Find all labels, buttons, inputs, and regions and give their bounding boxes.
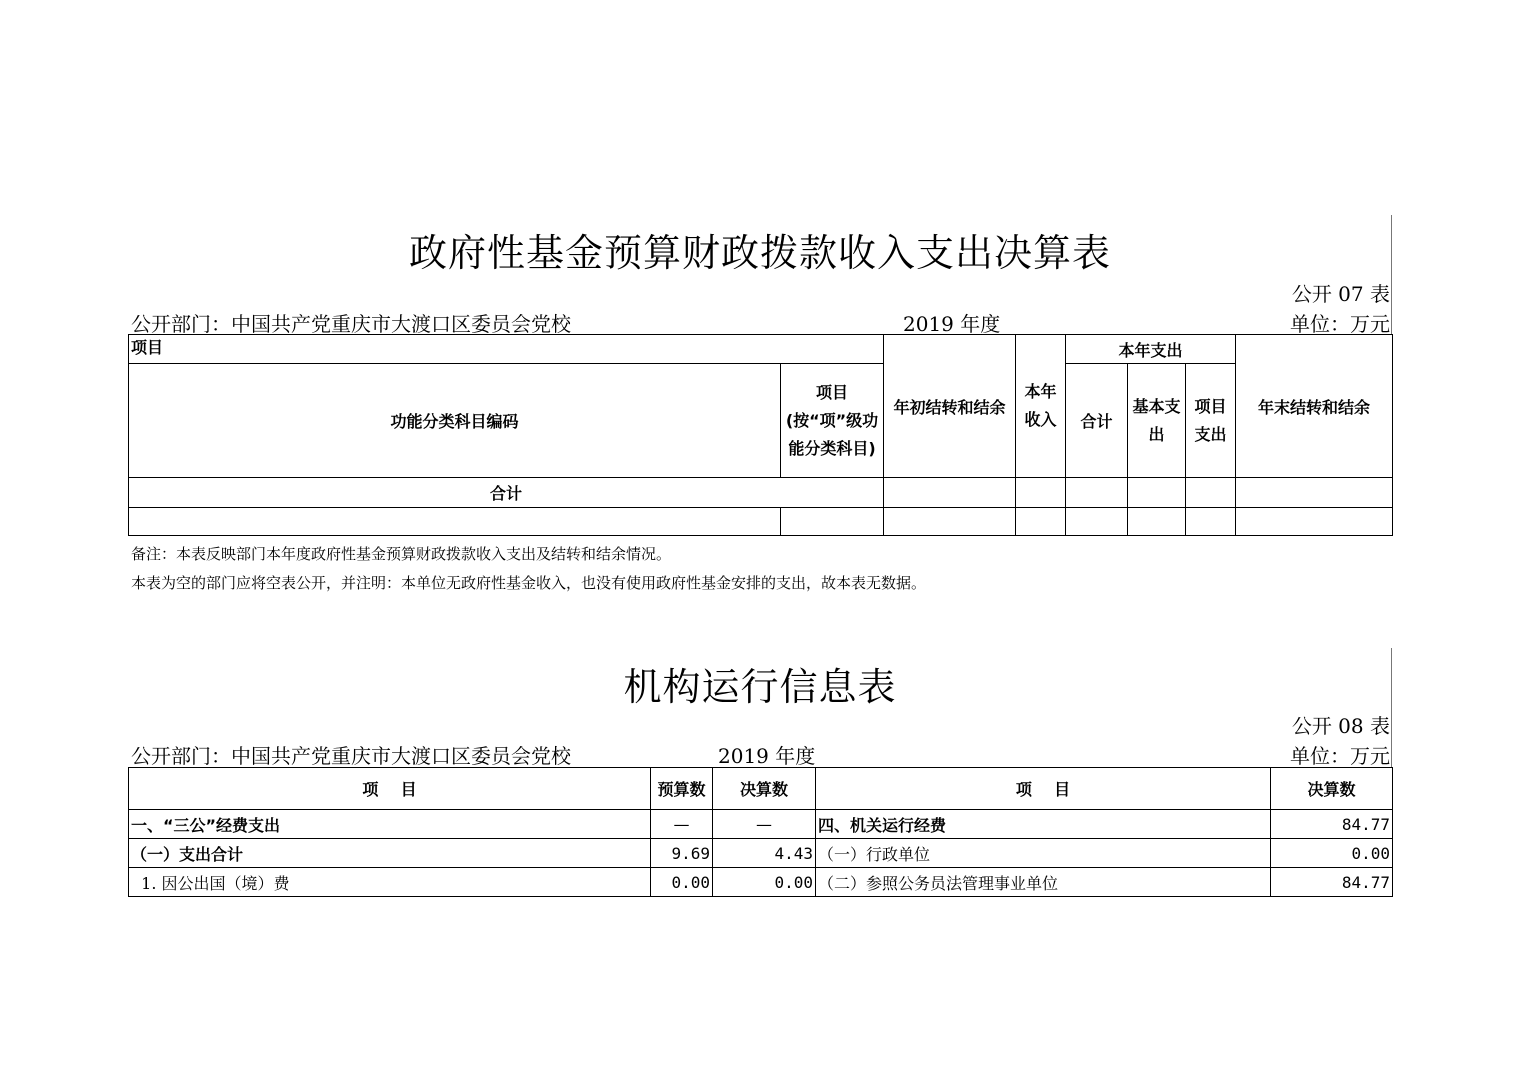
- empty-cell: [1236, 508, 1393, 536]
- header-project-expense: 项目支出: [1186, 364, 1236, 478]
- row-item-right: （二）参照公务员法管理事业单位: [816, 868, 1271, 897]
- row-budget: 9.69: [651, 839, 713, 868]
- table07-number: 公开 07 表: [1291, 282, 1390, 306]
- total-expense: [1066, 478, 1128, 508]
- total-project-expense: [1186, 478, 1236, 508]
- table07-department: 公开部门：中国共产党重庆市大渡口区委员会党校: [131, 312, 571, 336]
- total-row-label: 合计: [129, 478, 884, 508]
- header-func-code: 功能分类科目编码: [129, 364, 781, 478]
- row-item-left: （一）支出合计: [129, 839, 651, 868]
- empty-cell: [884, 508, 1016, 536]
- header-final-right: 决算数: [1271, 768, 1393, 810]
- empty-cell: [1016, 508, 1066, 536]
- row-final: 4.43: [713, 839, 816, 868]
- row-item-left: 一、“三公”经费支出: [129, 810, 651, 839]
- header-item-left: 项 目: [129, 768, 651, 810]
- header-basic-expense: 基本支出: [1128, 364, 1186, 478]
- total-end-balance: [1236, 478, 1393, 508]
- table08-number: 公开 08 表: [1291, 714, 1390, 738]
- header-final-left: 决算数: [713, 768, 816, 810]
- row-final-right: 84.77: [1271, 868, 1393, 897]
- empty-cell: [781, 508, 884, 536]
- table08-title: 机构运行信息表: [623, 665, 897, 709]
- header-end-balance: 年末结转和结余: [1236, 335, 1393, 478]
- header-budget: 预算数: [651, 768, 713, 810]
- table07-title: 政府性基金预算财政拨款收入支出决算表: [408, 231, 1111, 275]
- row-item-right: 四、机关运行经费: [816, 810, 1271, 839]
- header-begin-balance: 年初结转和结余: [884, 335, 1016, 478]
- table07-year: 2019 年度: [903, 312, 1001, 336]
- total-income: [1016, 478, 1066, 508]
- row-final-right: 84.77: [1271, 810, 1393, 839]
- row-final: 0.00: [713, 868, 816, 897]
- header-item-by-level: 项目(按“项”级功能分类科目): [781, 364, 884, 478]
- row-budget: 0.00: [651, 868, 713, 897]
- row-item-left: 1. 因公出国（境）费: [129, 868, 651, 897]
- table08: [128, 767, 1393, 897]
- row-final: —: [713, 810, 816, 839]
- total-basic-expense: [1128, 478, 1186, 508]
- table08-year: 2019 年度: [718, 744, 816, 768]
- table07-note-2: 本表为空的部门应将空表公开，并注明：本单位无政府性基金收入，也没有使用政府性基金安排的支出，故本表无数据。: [131, 574, 927, 592]
- empty-cell: [129, 508, 781, 536]
- row-item-right: （一）行政单位: [816, 839, 1271, 868]
- table07-note-1: 备注：本表反映部门本年度政府性基金预算财政拨款收入支出及结转和结余情况。: [131, 545, 672, 563]
- header-expense-group: 本年支出: [1066, 335, 1236, 364]
- header-total: 合计: [1066, 364, 1128, 478]
- header-income: 本年收入: [1016, 335, 1066, 478]
- row-budget: —: [651, 810, 713, 839]
- total-begin-balance: [884, 478, 1016, 508]
- table08-department: 公开部门：中国共产党重庆市大渡口区委员会党校: [131, 744, 571, 768]
- header-item: 项目: [129, 335, 884, 364]
- table07-unit: 单位：万元: [1290, 312, 1390, 336]
- row-final-right: 0.00: [1271, 839, 1393, 868]
- table08-unit: 单位：万元: [1290, 744, 1390, 768]
- header-item-right: 项 目: [816, 768, 1271, 810]
- empty-cell: [1066, 508, 1128, 536]
- empty-cell: [1186, 508, 1236, 536]
- table07: [128, 334, 1393, 536]
- empty-cell: [1128, 508, 1186, 536]
